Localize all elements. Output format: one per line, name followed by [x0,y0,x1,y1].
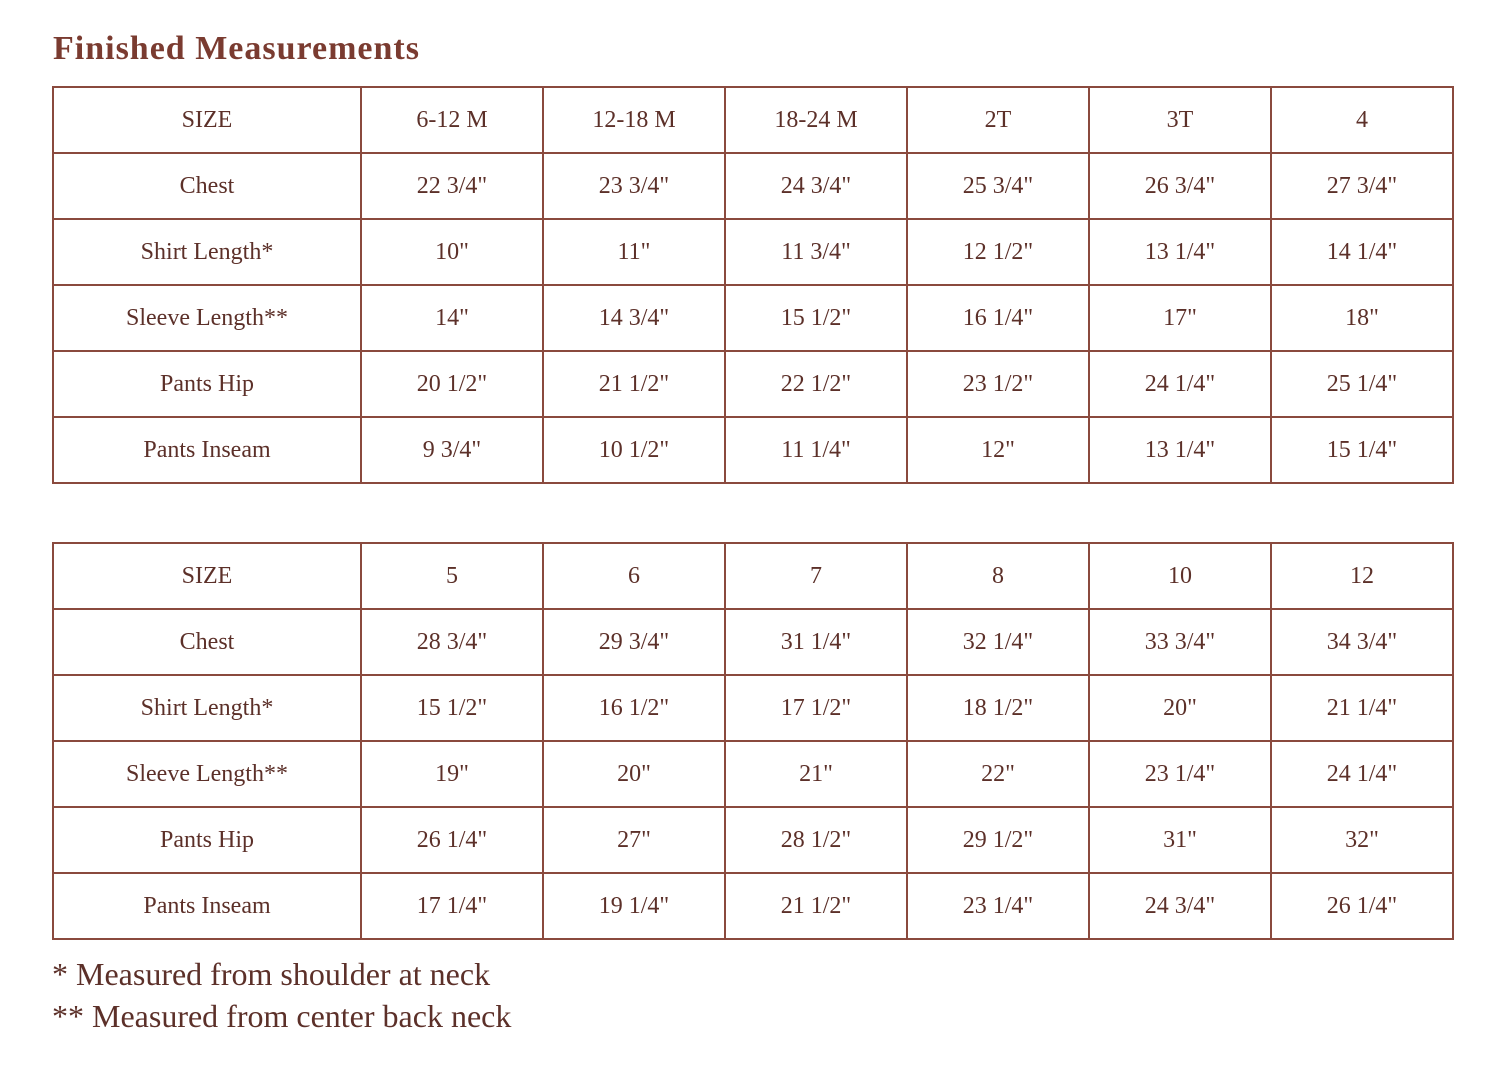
row-label-cell: Pants Inseam [53,417,361,483]
value-cell: 28 1/2" [725,807,907,873]
measurements-table-infant-toddler [52,86,1454,484]
header-row [53,543,1453,609]
size-cell: 3T [1089,87,1271,153]
value-cell: 13 1/4" [1089,417,1271,483]
row-label-cell: Pants Hip [53,807,361,873]
value-cell: 17" [1089,285,1271,351]
value-cell: 27 3/4" [1271,153,1453,219]
value-cell: 22 1/2" [725,351,907,417]
value-cell: 20" [543,741,725,807]
size-cell: 18-24 M [725,87,907,153]
value-cell: 18 1/2" [907,675,1089,741]
header-row [53,87,1453,153]
row-label-cell: Sleeve Length** [53,285,361,351]
size-cell: 12 [1271,543,1453,609]
value-cell: 14" [361,285,543,351]
footnote-shirt-length: * Measured from shoulder at neck [52,956,491,992]
value-cell: 11" [543,219,725,285]
value-cell: 15 1/4" [1271,417,1453,483]
value-cell: 29 1/2" [907,807,1089,873]
value-cell: 25 3/4" [907,153,1089,219]
value-cell: 17 1/2" [725,675,907,741]
size-cell: 6 [543,543,725,609]
value-cell: 24 1/4" [1089,351,1271,417]
value-cell: 19" [361,741,543,807]
row-label-cell: Pants Inseam [53,873,361,939]
page-title: Finished Measurements [53,30,420,67]
value-cell: 20" [1089,675,1271,741]
value-cell: 24 1/4" [1271,741,1453,807]
value-cell: 31" [1089,807,1271,873]
value-cell: 34 3/4" [1271,609,1453,675]
value-cell: 11 1/4" [725,417,907,483]
value-cell: 19 1/4" [543,873,725,939]
value-cell: 14 3/4" [543,285,725,351]
value-cell: 15 1/2" [725,285,907,351]
value-cell: 24 3/4" [1089,873,1271,939]
value-cell: 29 3/4" [543,609,725,675]
value-cell: 18" [1271,285,1453,351]
table-row [53,675,1453,741]
size-header-cell: SIZE [53,543,361,609]
value-cell: 33 3/4" [1089,609,1271,675]
value-cell: 11 3/4" [725,219,907,285]
value-cell: 20 1/2" [361,351,543,417]
value-cell: 26 1/4" [1271,873,1453,939]
row-label-cell: Chest [53,609,361,675]
value-cell: 25 1/4" [1271,351,1453,417]
footnotes [52,953,511,1037]
table-row [53,417,1453,483]
row-label-cell: Chest [53,153,361,219]
value-cell: 32 1/4" [907,609,1089,675]
value-cell: 15 1/2" [361,675,543,741]
size-cell: 8 [907,543,1089,609]
value-cell: 17 1/4" [361,873,543,939]
table-row [53,609,1453,675]
size-cell: 6-12 M [361,87,543,153]
row-label-cell: Shirt Length* [53,219,361,285]
table-row [53,219,1453,285]
value-cell: 21 1/2" [725,873,907,939]
value-cell: 22 3/4" [361,153,543,219]
value-cell: 10 1/2" [543,417,725,483]
size-cell: 4 [1271,87,1453,153]
value-cell: 12" [907,417,1089,483]
value-cell: 22" [907,741,1089,807]
value-cell: 21 1/2" [543,351,725,417]
row-label-cell: Sleeve Length** [53,741,361,807]
value-cell: 26 1/4" [361,807,543,873]
table-row [53,153,1453,219]
measurements-table-child [52,542,1454,940]
size-cell: 7 [725,543,907,609]
size-cell: 10 [1089,543,1271,609]
value-cell: 10" [361,219,543,285]
value-cell: 14 1/4" [1271,219,1453,285]
value-cell: 12 1/2" [907,219,1089,285]
value-cell: 9 3/4" [361,417,543,483]
value-cell: 23 1/2" [907,351,1089,417]
value-cell: 26 3/4" [1089,153,1271,219]
value-cell: 16 1/4" [907,285,1089,351]
value-cell: 23 1/4" [907,873,1089,939]
table-row [53,285,1453,351]
size-cell: 2T [907,87,1089,153]
value-cell: 28 3/4" [361,609,543,675]
value-cell: 21" [725,741,907,807]
table-row [53,741,1453,807]
table-row [53,351,1453,417]
value-cell: 16 1/2" [543,675,725,741]
row-label-cell: Pants Hip [53,351,361,417]
value-cell: 13 1/4" [1089,219,1271,285]
table-row [53,807,1453,873]
table-row [53,873,1453,939]
value-cell: 23 3/4" [543,153,725,219]
value-cell: 24 3/4" [725,153,907,219]
footnote-sleeve-length: ** Measured from center back neck [52,998,512,1034]
value-cell: 23 1/4" [1089,741,1271,807]
value-cell: 21 1/4" [1271,675,1453,741]
value-cell: 27" [543,807,725,873]
size-header-cell: SIZE [53,87,361,153]
row-label-cell: Shirt Length* [53,675,361,741]
value-cell: 32" [1271,807,1453,873]
size-cell: 12-18 M [543,87,725,153]
value-cell: 31 1/4" [725,609,907,675]
size-cell: 5 [361,543,543,609]
